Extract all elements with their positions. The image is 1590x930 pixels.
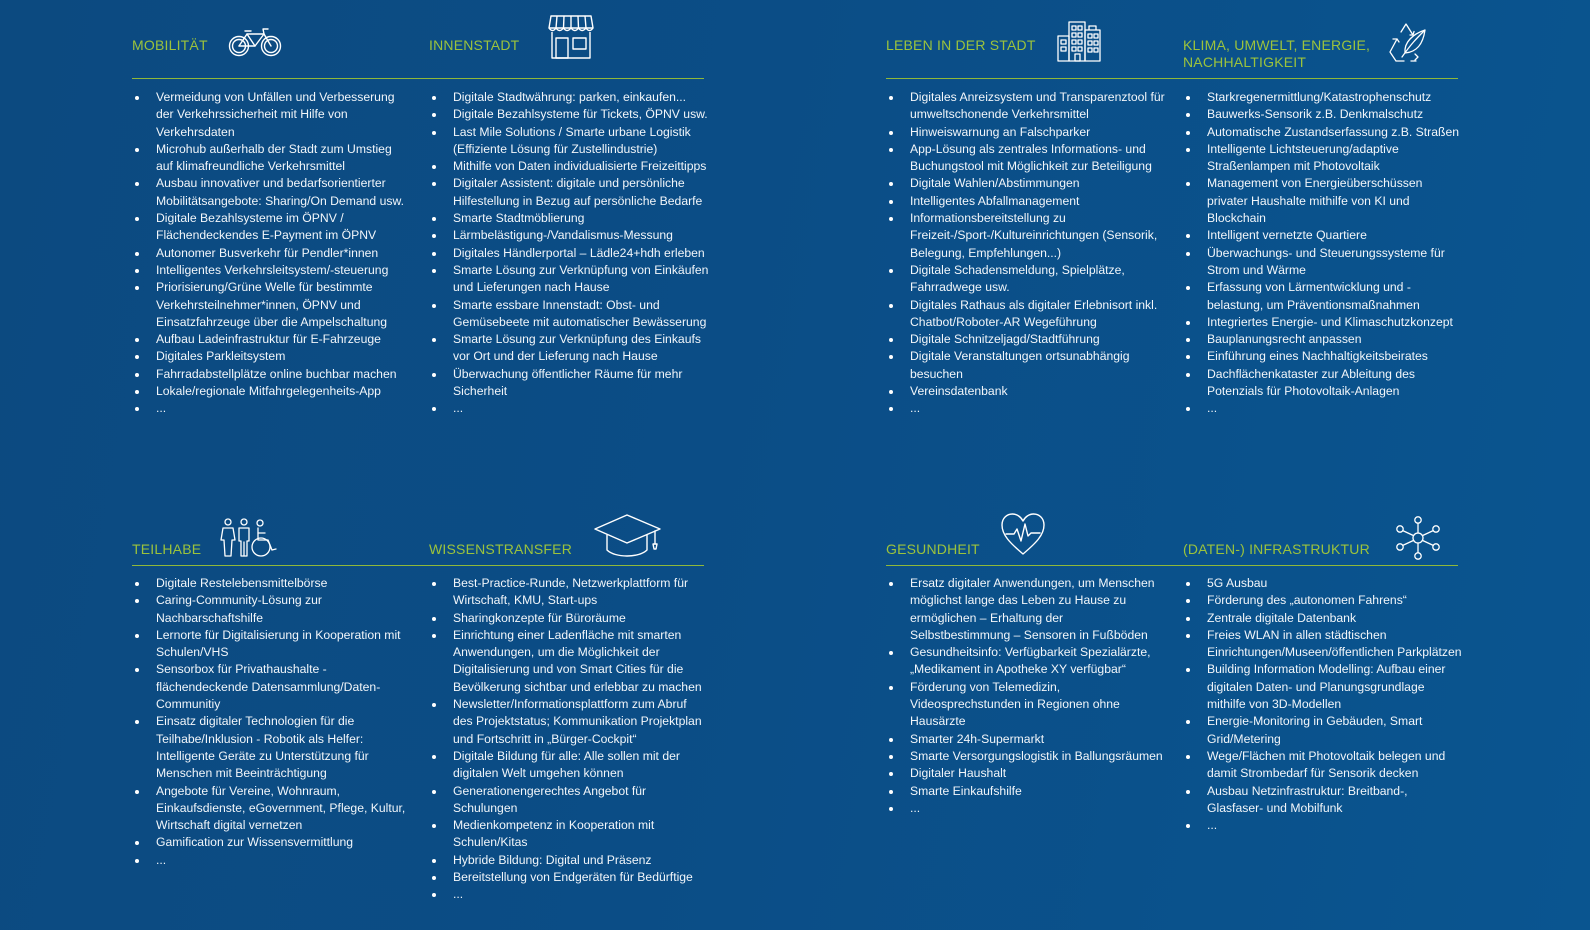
list-item: Förderung von Telemedizin, Videosprechstunden in Regionen ohne Hausärzte	[910, 679, 1166, 731]
list-item: Starkregenermittlung/Katastrophenschutz	[1207, 89, 1463, 106]
section-title: TEILHABE	[132, 541, 202, 557]
item-list	[1183, 575, 1463, 834]
list-item: Einrichtung einer Ladenfläche mit smarten Anwendungen, um die Möglichkeit der Digitalisierung und von Smart Cities für die Bevölkerung sichtbar und erlebbar zu machen	[453, 627, 709, 696]
list-item: Digitale Bildung für alle: Alle sollen mit der digitalen Welt umgehen können	[453, 748, 709, 783]
section-title	[1183, 37, 1370, 71]
list-item: Informationsbereitstellung zu Freizeit-/Sport-/Kultureinrichtungen (Sensorik, Belegung, Empfehlungen...)	[910, 210, 1166, 262]
list-item: Vereinsdatenbank	[910, 383, 1166, 400]
section-divider-bottom-right	[886, 565, 1458, 566]
section-divider-bottom-left	[132, 565, 704, 566]
section-divider-top-left	[132, 78, 704, 79]
item-list	[886, 89, 1166, 418]
list-item: Digitale Schnitzeljagd/Stadtführung	[910, 331, 1166, 348]
network-nodes-icon	[1395, 516, 1441, 560]
list-item: ...	[910, 800, 1166, 817]
list-item: Dachflächenkataster zur Ableitung des Potenzials für Photovoltaik-Anlagen	[1207, 366, 1463, 401]
list-item: Digitale Wahlen/Abstimmungen	[910, 175, 1166, 192]
list-item: Angebote für Vereine, Wohnraum, Einkaufsdienste, eGovernment, Pflege, Kultur, Wirtschaft digital vernetzen	[156, 783, 412, 835]
list-item: Smarte Lösung zur Verknüpfung des Einkaufs vor Ort und der Lieferung nach Hause	[453, 331, 709, 366]
city-buildings-icon	[1056, 20, 1104, 62]
list-item: Smarter 24h-Supermarkt	[910, 731, 1166, 748]
list-item: Smarte Versorgungslogistik in Ballungsräumen	[910, 748, 1166, 765]
list-item: Digitale Schadensmeldung, Spielplätze, Fahrradwege usw.	[910, 262, 1166, 297]
item-list	[429, 575, 709, 904]
storefront-icon	[547, 14, 595, 60]
list-item: Smarte essbare Innenstadt: Obst- und Gemüsebeete mit automatischer Bewässerung	[453, 297, 709, 332]
list-item: Einführung eines Nachhaltigkeitsbeirates	[1207, 348, 1463, 365]
list-item: Smarte Stadtmöblierung	[453, 210, 709, 227]
section-title: WISSENSTRANSFER	[429, 541, 573, 557]
list-item: Sharingkonzepte für Büroräume	[453, 610, 709, 627]
list-item: Intelligente Lichtsteuerung/adaptive Straßenlampen mit Photovoltaik	[1207, 141, 1463, 176]
heart-pulse-icon	[1000, 512, 1046, 556]
list-item: Einsatz digitaler Technologien für die Teilhabe/Inklusion - Robotik als Helfer: Intelligente Geräte zu Unterstützung für Menschen mit Beeinträchtigung	[156, 713, 412, 782]
list-item: Ausbau Netzinfrastruktur: Breitband-, Glasfaser- und Mobilfunk	[1207, 783, 1463, 818]
list-item: Erfassung von Lärmentwicklung und -belastung, um Präventionsmaßnahmen	[1207, 279, 1463, 314]
list-item: 5G Ausbau	[1207, 575, 1463, 592]
list-item: Autonomer Busverkehr für Pendler*innen	[156, 245, 412, 262]
list-item: Caring-Community-Lösung zur Nachbarschaftshilfe	[156, 592, 412, 627]
section-title-line: NACHHALTIGKEIT	[1183, 54, 1307, 70]
list-item: Intelligentes Verkehrsleitsystem/-steuerung	[156, 262, 412, 279]
list-item: Digitaler Haushalt	[910, 765, 1166, 782]
list-item: ...	[453, 400, 709, 417]
section-title: INNENSTADT	[429, 37, 520, 53]
list-item: Energie-Monitoring in Gebäuden, Smart Grid/Metering	[1207, 713, 1463, 748]
bicycle-icon	[228, 26, 282, 58]
section-title: MOBILITÄT	[132, 37, 208, 53]
list-item: Mithilfe von Daten individualisierte Freizeittipps	[453, 158, 709, 175]
list-item: Digitale Bezahlsysteme für Tickets, ÖPNV usw.	[453, 106, 709, 123]
list-item: App-Lösung als zentrales Informations- und Buchungstool mit Möglichkeit zur Beteiligung	[910, 141, 1166, 176]
list-item: Management von Energieüberschüssen privater Haushalte mithilfe von KI und Blockchain	[1207, 175, 1463, 227]
list-item: Bereitstellung von Endgeräten für Bedürftige	[453, 869, 709, 886]
list-item: Newsletter/Informationsplattform zum Abruf des Projektstatus; Kommunikation Projektplan und Fortschritt in „Bürger-Cockpit“	[453, 696, 709, 748]
list-item: Überwachungs- und Steuerungssysteme für Strom und Wärme	[1207, 245, 1463, 280]
list-item: Lärmbelästigung-/Vandalismus-Messung	[453, 227, 709, 244]
list-item: ...	[1207, 400, 1463, 417]
list-item: Digitale Restelebensmittelbörse	[156, 575, 412, 592]
list-item: Förderung des „autonomen Fahrens“	[1207, 592, 1463, 609]
list-item: Building Information Modelling: Aufbau einer digitalen Daten- und Planungsgrundlage mithilfe von 3D-Modellen	[1207, 661, 1463, 713]
list-item: Medienkompetenz in Kooperation mit Schulen/Kitas	[453, 817, 709, 852]
section-title: (DATEN-) INFRASTRUKTUR	[1183, 541, 1370, 557]
list-item: Automatische Zustandserfassung z.B. Straßen	[1207, 124, 1463, 141]
section-divider-top-right	[886, 78, 1458, 79]
list-item: Fahrradabstellplätze online buchbar machen	[156, 366, 412, 383]
list-item: Hybride Bildung: Digital und Präsenz	[453, 852, 709, 869]
list-item: Best-Practice-Runde, Netzwerkplattform für Wirtschaft, KMU, Start-ups	[453, 575, 709, 610]
item-list	[1183, 89, 1463, 418]
list-item: Digitales Anreizsystem und Transparenztool für umweltschonende Verkehrsmittel	[910, 89, 1166, 124]
list-item: Vermeidung von Unfällen und Verbesserung der Verkehrssicherheit mit Hilfe von Verkehrsdaten	[156, 89, 412, 141]
list-item: Gesundheitsinfo: Verfügbarkeit Spezialärzte, „Medikament in Apotheke XY verfügbar“	[910, 644, 1166, 679]
list-item: ...	[1207, 817, 1463, 834]
list-item: Last Mile Solutions / Smarte urbane Logistik (Effiziente Lösung für Zustellindustrie)	[453, 124, 709, 159]
list-item: Bauwerks-Sensorik z.B. Denkmalschutz	[1207, 106, 1463, 123]
list-item: Integriertes Energie- und Klimaschutzkonzept	[1207, 314, 1463, 331]
list-item: Digitales Parkleitsystem	[156, 348, 412, 365]
item-list	[132, 89, 412, 418]
list-item: Sensorbox für Privathaushalte - flächendeckende Datensammlung/Daten-Communitiy	[156, 661, 412, 713]
list-item: ...	[910, 400, 1166, 417]
section-title: LEBEN IN DER STADT	[886, 37, 1036, 53]
section-title-line: KLIMA, UMWELT, ENERGIE,	[1183, 37, 1371, 53]
list-item: Smarte Einkaufshilfe	[910, 783, 1166, 800]
list-item: Ersatz digitaler Anwendungen, um Menschen möglichst lange das Leben zu Hause zu ermöglichen – Erhaltung der Selbstbestimmung – Sensoren in Fußböden	[910, 575, 1166, 644]
list-item: Aufbau Ladeinfrastruktur für E-Fahrzeuge	[156, 331, 412, 348]
list-item: Bauplanungsrecht anpassen	[1207, 331, 1463, 348]
list-item: Digitales Rathaus als digitaler Erlebnisort inkl. Chatbot/Roboter-AR Wegeführung	[910, 297, 1166, 332]
list-item: Gamification zur Wissensvermittlung	[156, 834, 412, 851]
item-list	[132, 575, 412, 869]
list-item: Wege/Flächen mit Photovoltaik belegen und damit Strombedarf für Sensorik decken	[1207, 748, 1463, 783]
list-item: Microhub außerhalb der Stadt zum Umstieg auf klimafreundliche Verkehrsmittel	[156, 141, 412, 176]
people-accessibility-icon	[220, 518, 282, 558]
list-item: Digitale Veranstaltungen ortsunabhängig besuchen	[910, 348, 1166, 383]
list-item: Freies WLAN in allen städtischen Einrichtungen/Museen/öffentlichen Parkplätzen	[1207, 627, 1463, 662]
recycle-leaf-icon	[1387, 22, 1429, 70]
list-item: Digitaler Assistent: digitale und persönliche Hilfestellung in Bezug auf persönliche Bedarfe	[453, 175, 709, 210]
list-item: Lokale/regionale Mitfahrgelegenheits-App	[156, 383, 412, 400]
list-item: ...	[453, 886, 709, 903]
graduation-cap-icon	[593, 512, 663, 560]
list-item: Hinweiswarnung an Falschparker	[910, 124, 1166, 141]
list-item: Priorisierung/Grüne Welle für bestimmte Verkehrsteilnehmer*innen, ÖPNV und Einsatzfahrzeuge über die Ampelschaltung	[156, 279, 412, 331]
list-item: ...	[156, 852, 412, 869]
list-item: Smarte Lösung zur Verknüpfung von Einkäufen und Lieferungen nach Hause	[453, 262, 709, 297]
list-item: Intelligent vernetzte Quartiere	[1207, 227, 1463, 244]
item-list	[886, 575, 1166, 817]
list-item: Intelligentes Abfallmanagement	[910, 193, 1166, 210]
list-item: Digitales Händlerportal – Lädle24+hdh erleben	[453, 245, 709, 262]
item-list	[429, 89, 709, 418]
list-item: Zentrale digitale Datenbank	[1207, 610, 1463, 627]
list-item: Ausbau innovativer und bedarfsorientierter Mobilitätsangebote: Sharing/On Demand usw.	[156, 175, 412, 210]
list-item: ...	[156, 400, 412, 417]
list-item: Digitale Bezahlsysteme im ÖPNV / Flächendeckendes E-Payment im ÖPNV	[156, 210, 412, 245]
list-item: Lernorte für Digitalisierung in Kooperation mit Schulen/VHS	[156, 627, 412, 662]
section-title: GESUNDHEIT	[886, 541, 980, 557]
list-item: Überwachung öffentlicher Räume für mehr Sicherheit	[453, 366, 709, 401]
list-item: Digitale Stadtwährung: parken, einkaufen...	[453, 89, 709, 106]
list-item: Generationengerechtes Angebot für Schulungen	[453, 783, 709, 818]
